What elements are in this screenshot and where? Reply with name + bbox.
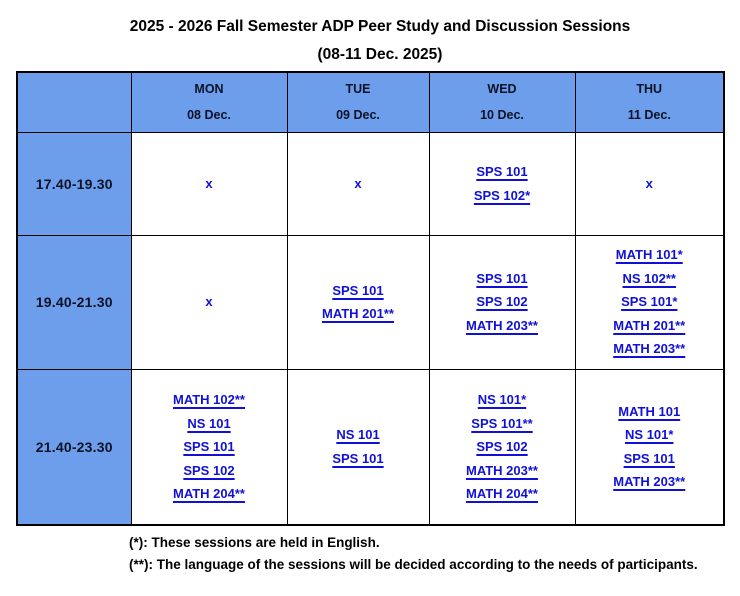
session-link[interactable]: SPS 101 <box>476 270 528 286</box>
session-cell <box>287 132 429 235</box>
footnote-english: (*): These sessions are held in English. <box>129 535 380 550</box>
session-link[interactable]: MATH 201** <box>321 306 394 321</box>
day-label: TUE <box>345 82 371 97</box>
no-session-marker: x <box>354 175 362 191</box>
header-cell-thu <box>575 72 724 132</box>
session-link[interactable]: MATH 203** <box>613 341 686 357</box>
time-slot-label: 19.40-21.30 <box>17 235 131 369</box>
footnotes <box>129 532 714 576</box>
session-link[interactable]: MATH 204** <box>465 486 538 501</box>
footnote-language: (**): The language of the sessions will be decided according to the needs of participants. <box>129 557 698 572</box>
date-label: 08 Dec. <box>187 108 231 123</box>
session-link[interactable]: SPS 102* <box>473 187 531 203</box>
session-link[interactable]: SPS 101* <box>621 294 678 310</box>
session-link[interactable]: MATH 101 <box>618 403 681 419</box>
session-cell <box>575 369 724 525</box>
no-session-marker: x <box>205 294 213 309</box>
session-link[interactable]: MATH 204** <box>172 486 245 501</box>
session-link[interactable]: MATH 101* <box>615 247 683 263</box>
schedule-row <box>17 235 724 369</box>
day-label: WED <box>487 82 517 97</box>
session-link[interactable]: SPS 101** <box>471 415 533 431</box>
session-link[interactable]: SPS 101 <box>476 164 528 179</box>
session-cell <box>575 235 724 369</box>
session-link[interactable]: SPS 101 <box>623 450 675 466</box>
session-cell <box>575 132 724 235</box>
day-label: MON <box>194 82 224 97</box>
session-link[interactable]: SPS 101 <box>332 450 384 466</box>
header-row <box>17 72 724 132</box>
session-link[interactable]: NS 102** <box>622 270 676 286</box>
session-link[interactable]: MATH 201** <box>613 317 686 333</box>
session-cell <box>131 369 287 525</box>
header-cell-mon <box>131 72 287 132</box>
schedule-table <box>16 71 725 526</box>
session-link[interactable]: SPS 102 <box>476 294 528 310</box>
session-link[interactable]: SPS 101 <box>332 282 384 298</box>
session-link[interactable]: MATH 102** <box>172 392 245 407</box>
schedule-row <box>17 132 724 235</box>
date-label: 09 Dec. <box>336 108 380 123</box>
no-session-marker: x <box>205 175 213 191</box>
session-cell <box>429 369 575 525</box>
session-link[interactable]: NS 101* <box>625 427 674 443</box>
date-label: 10 Dec. <box>480 108 524 123</box>
session-cell <box>131 132 287 235</box>
session-link[interactable]: NS 101 <box>336 427 380 443</box>
session-link[interactable]: SPS 101 <box>183 439 235 454</box>
session-link[interactable]: MATH 203** <box>613 474 686 490</box>
session-link[interactable]: MATH 203** <box>465 317 538 333</box>
session-cell <box>287 369 429 525</box>
session-cell <box>429 132 575 235</box>
no-session-marker: x <box>645 175 653 191</box>
header-cell-wed <box>429 72 575 132</box>
session-link[interactable]: NS 101 <box>187 415 231 431</box>
session-link[interactable]: MATH 203** <box>465 462 538 478</box>
time-slot-label: 17.40-19.30 <box>17 132 131 235</box>
header-empty-cell <box>17 72 131 132</box>
schedule-row <box>17 369 724 525</box>
session-link[interactable]: SPS 102 <box>476 439 528 454</box>
session-link[interactable]: SPS 102 <box>183 462 235 478</box>
page-subtitle: (08-11 Dec. 2025) <box>317 46 443 63</box>
date-label: 11 Dec. <box>627 108 671 123</box>
time-slot-label: 21.40-23.30 <box>17 369 131 525</box>
session-link[interactable]: NS 101* <box>477 392 527 407</box>
page-title: 2025 - 2026 Fall Semester ADP Peer Study and Discussion Sessions <box>129 18 631 35</box>
session-cell <box>287 235 429 369</box>
session-cell <box>429 235 575 369</box>
header-cell-tue <box>287 72 429 132</box>
session-cell <box>131 235 287 369</box>
day-label: THU <box>636 82 663 97</box>
